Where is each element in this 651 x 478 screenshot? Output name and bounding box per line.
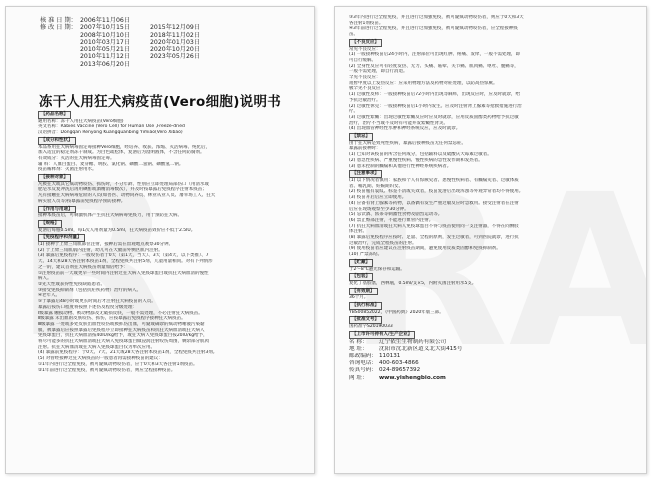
section-header: 【不良反应】	[349, 39, 382, 47]
section-line: ③接受免疫抑制剂（包括抗疟疾药物）治疗的病人。	[38, 287, 142, 293]
section-line: 国药准字S20190033	[349, 324, 393, 330]
company-row	[349, 360, 635, 367]
section-line: 汉语拼音：Dongqan Renyong Kuangquanbing Yimiao(Vero Xibao)	[38, 130, 183, 136]
company-row	[349, 346, 635, 353]
section-line: YBS00852022，《中国药典》2020年版三部。	[349, 309, 444, 315]
section-line: 疗。	[349, 109, 358, 115]
section-line: (2) 疫苗瓶有裂纹、标签不清或失效者，疫苗复溶后出现浑浊等外观异常者均不得使用。	[349, 189, 524, 195]
section-line: (5) 对曾经接种过狂犬病疫苗的一般患者再需接种疫苗的建议：	[38, 356, 163, 362]
section-header: 【执行标准】	[349, 302, 382, 310]
section-line: (1) 一般接种疫苗后24小时内，注射部位可出现红肿、疼痛、发痒，一般不需处理，即	[349, 52, 521, 58]
section-header: 【上市许可持有人/生产企业】	[349, 331, 415, 339]
section-line: (3) 患未控制的癫痫和其他进行性神经系统疾病者。	[349, 163, 452, 169]
section-line: (4) 暴露前免疫程序：于0天、7天、21天或28天各注射本疫苗1剂，全程免疫共注射3剂。	[38, 350, 218, 356]
date-value: 2018年11月02日	[150, 31, 201, 39]
company-label: 邮政编码：	[349, 352, 377, 359]
section-line: (3) 暴露后免疫程序：一般咬伤者于0天（第1天，当天）、3天（第4天，以下类推）、7	[38, 253, 209, 259]
section-line: 过敏治疗，完成全程疫苗的注射。	[349, 240, 417, 246]
section-header: 【禁忌】	[349, 133, 373, 141]
section-line: 暴露前接种时：	[349, 146, 381, 152]
section-line: 短暂中度以上发热反应：应采用物理方法及药物对症处理，以防高热惊厥。	[349, 80, 498, 86]
section-line: 复化丁基胶塞，西林瓶，0.5ml/支×5，内附灭菌注射用水5支。	[349, 280, 477, 286]
company-row	[349, 339, 635, 346]
left-page	[5, 6, 315, 474]
section-line: 通用名称：冻干人用狂犬病疫苗(Vero细胞)	[38, 118, 124, 124]
section-header: 【接种对象】	[38, 174, 71, 182]
section-line: ②先天性或获得性免疫缺陷患者。	[38, 281, 106, 287]
section-line: 英文名称：Rabies Vaccine (Vero Cell) for Human Use ,Freeze-dried	[38, 124, 185, 130]
section-header: 【作用与用途】	[38, 206, 76, 214]
company-value: 024-89657392	[379, 367, 421, 374]
section-line: (2) 全身性反应可有轻度发热、无力、头痛、眩晕、关节痛、肌肉痛、呕吐、腹痛等，	[349, 63, 519, 69]
section-line: 极罕见不良反应：	[349, 86, 385, 92]
section-line: ④老年人。	[38, 293, 61, 299]
section-line: 36个月。	[349, 295, 369, 301]
section-line: 凡有接触狂犬病病毒危险的人员(如兽医、动物饲养员、林业从业人员、屠宰场工人、狂犬	[38, 193, 216, 199]
company-value: www.yishengbio.com	[379, 374, 446, 381]
section-line: (4) 应备有肾上腺素等药物，以备偶有发生严重过敏反应时急救用。接受注射者在注射	[349, 200, 519, 206]
section-line: 各注射1剂疫苗。	[349, 20, 384, 26]
section-header: 【包装】	[349, 273, 373, 281]
section-line: 予抗过敏治疗。	[349, 97, 381, 103]
right-sections	[349, 15, 635, 339]
section-line: 于2～8℃避光保存和运输。	[349, 266, 405, 272]
company-label: 名 称：	[349, 338, 368, 345]
section-line: (2) 过敏性休克：一般接种疫苗后1小时内发生。应及时注射肾上腺素等抢救措施进行治	[349, 103, 522, 109]
section-header: 【注意事项】	[349, 170, 382, 178]
section-header: 【药品名称】	[38, 111, 71, 119]
section-line: 病实验人员等)按暴露前免疫程序预防接种。	[38, 198, 126, 204]
section-header: 【有效期】	[349, 288, 378, 296]
section-line: 加入适宜的稳定剂冻干制成。为白色疏松体，复溶后为澄明液体，不含任何防腐剂。	[38, 150, 205, 156]
date-value: 2010年03月17日	[80, 38, 131, 46]
section-line: 一般不需处理，即自行消退。	[349, 69, 408, 75]
section-line: (9) 使用疫苗者应建议在注射疫苗期间，避免使用皮质类固醇和免疫抑制剂。	[349, 246, 501, 252]
section-line: 将尽可能多的抗狂犬病血清或狂犬病人免疫球蛋白做浸润注射咬伤周围，剩余部分肌肉	[38, 339, 209, 345]
section-line: (2) 于上臂三角肌肌内注射，幼儿可在大腿前外侧区肌内注射。	[38, 247, 163, 253]
section-line: 凡被狂犬或其它疯动物咬伤、抓伤时，不分年龄、性别应立即处理局部伤口（用清水或	[38, 181, 209, 187]
date-row	[40, 24, 220, 31]
company-value: 辽宁依生生物制药有限公司	[379, 338, 447, 345]
date-value: 2007年10月15日	[80, 24, 131, 32]
section-line: Ⅱ级暴露 未出血的皮肤咬伤、抓伤，应按暴露后免疫程序接种狂犬病疫苗。	[38, 316, 186, 322]
section-line: 膜，被暴露后应按照暴露后免疫程序立即接种狂犬病疫苗和抗狂犬病血清或狂犬病人	[38, 327, 205, 333]
section-line: (1) 过敏性皮疹：一般接种疫苗后72小时内出现荨麻疹，出现反应时，应及时就诊，给	[349, 92, 521, 98]
company-row	[349, 353, 635, 360]
section-line: (4) 出现血管神经性水肿和神经系统反应，应及时就诊。	[349, 126, 461, 132]
section-line: 可自行缓解。	[349, 57, 376, 63]
company-label: 传真号码：	[349, 367, 377, 374]
section-header: 【贮藏】	[349, 259, 373, 267]
date-label	[40, 61, 80, 68]
section-line: (7) 抗狂犬病血清或狂犬病人免疫球蛋白不得与疫苗使用同一支注射器，不得在同侧肢	[349, 223, 519, 229]
section-line: 肥皂水反复冲洗后再用碘酊或酒精消毒数次），并及时按暴露后免疫程序注射本疫苗；	[38, 187, 207, 193]
section-line: 复溶后每瓶0.5ml，每1次人用剂量为0.5ml，狂犬病疫苗效价应不低于2.5IU。	[38, 227, 196, 233]
section-line: Ⅰ级暴露 触摸动物、被动物舔及无破损皮肤，一般不需处理，不必注射狂犬病疫苗。	[38, 310, 203, 316]
date-row	[40, 53, 220, 60]
section-line: 常见不良反应：	[349, 46, 381, 52]
section-line: (1) 以下情况者慎用：家族和个人有惊厥史者、患慢性疾病者、有癫痫史者、过敏体质	[349, 177, 519, 183]
date-label	[40, 39, 80, 46]
section-line: 之一的，建议首剂狂犬病疫苗剂量加倍给予：	[38, 264, 128, 270]
company-value: 400-603-4866	[379, 360, 419, 367]
section-line: 注射。抗狂犬病血清或狂犬病人免疫球蛋白仅为单次应用。	[38, 344, 155, 350]
company-label: 网 址：	[349, 374, 368, 381]
date-label: 修 改 日 期：	[40, 24, 77, 32]
section-line: (3) 过敏性紫癜：出现过敏性紫癜反应时应及时就诊，应用皮质固醇类药物给予抗过敏	[349, 114, 519, 120]
section-line: (1) 已知对该疫苗的所含任何成分，包括辅料以及硫酸庆大霉素过敏者。	[349, 152, 492, 158]
section-line: 本品系用狂犬病病毒固定毒接种Vero细胞，经培养、收获、浓缩、灭活病毒、纯化后，	[38, 144, 210, 150]
section-line: 罕见不良反应：	[349, 75, 381, 81]
date-label: 核 准 日 期：	[40, 17, 77, 24]
date-value: 2010年05月21日	[80, 46, 131, 54]
date-value: 2013年06月20日	[80, 60, 131, 68]
section-line: (5) 忌饮酒、浓茶等刺激性食物及剧烈运动等。	[349, 212, 443, 218]
section-line: 由于狂犬病是致死性疾病，暴露后接种疫苗无任何禁忌症。	[349, 140, 466, 146]
company-row	[349, 375, 635, 382]
section-line: 苗。	[349, 32, 358, 38]
document-title: 冻干人用狂犬病疫苗(Vero细胞)说明书	[38, 94, 282, 110]
company-label: 咨询电话：	[349, 360, 377, 367]
right-body	[349, 15, 635, 382]
section-line: (6) 禁止臀部注射，不能进行血管内注射。	[349, 217, 434, 223]
company-value: 110131	[379, 352, 401, 359]
left-body	[38, 110, 300, 373]
section-line: 病人。	[38, 276, 52, 282]
date-value: 2023年05月26日	[150, 53, 201, 61]
date-label	[40, 32, 80, 39]
date-value: 2020年01月03日	[150, 38, 201, 46]
section-line: ②1年前进行过全程免疫，被可疑疯动物咬伤者，则应全程接种疫苗。	[38, 367, 176, 373]
section-line: ④3年前进行过全程免疫，并且进行过加强免疫，被可疑疯动物咬伤者，应全程接种疫	[349, 26, 518, 32]
date-value: 2008年10月10日	[80, 31, 131, 39]
date-label	[40, 46, 80, 53]
section-line: ①1年内进行过全程免疫，被可疑疯动物咬伤者，应于0天和3天各注射1剂疫苗。	[38, 361, 198, 367]
date-value: 2020年10月20日	[150, 46, 201, 54]
section-line: ①注射疫苗前一天或更早一些时间内注射过狂犬病人免疫球蛋白或抗狂犬病血清的慢性	[38, 270, 209, 276]
company-label: 地 址：	[349, 345, 368, 352]
date-row	[40, 61, 220, 68]
date-value: 2015年12月09日	[150, 24, 201, 32]
approval-dates	[40, 17, 220, 68]
date-value	[150, 61, 220, 68]
section-line: 体注射。	[349, 229, 367, 235]
company-info	[349, 339, 635, 382]
section-header: 【成分和性状】	[38, 137, 76, 145]
section-header: 【规格】	[38, 220, 62, 228]
section-line: 疫苗稀释剂：灭菌注射用水。	[38, 167, 97, 173]
section-line: 辅 料：人血白蛋白、麦芽糖、明胶、氯化钠、磷酸二氢钠、磷酸氢二钠。	[38, 161, 184, 167]
section-line: ③3年内进行过全程免疫，并且进行过加强免疫，被可疑疯动物咬伤者，则应于0天和3天	[349, 15, 524, 20]
section-line: ⑤于暴露后48小时或更长时间后才注射狂犬病疫苗的人员。	[38, 299, 156, 305]
section-line: 后应在现场观察至少30分钟。	[349, 206, 409, 212]
section-line: 治疗，治疗不当或不及时有可能并发紫癜性肾炎。	[349, 120, 448, 126]
section-line: (3) 疫苗开启后应立即使用。	[349, 195, 407, 201]
company-row	[349, 367, 635, 374]
section-line: (1) 接种于上臂三角肌部位注射，接种后需在留观地点观察30分钟。	[38, 242, 174, 248]
date-label	[40, 53, 80, 60]
section-header: 【批准文号】	[349, 316, 382, 324]
section-line: 暴露后按伤口程度将按照下述伤及程度分级处理：	[38, 304, 137, 310]
section-line: 接种本疫苗后，可刺激机体产生抗狂犬病病毒免疫力，用于预防狂犬病。	[38, 213, 182, 219]
section-line: (2) 患急性疾病、严重慢性疾病、慢性疾病的急性发作期和发热者。	[349, 157, 483, 163]
section-line: 有效成分：灭活的狂犬病病毒固定毒。	[38, 155, 115, 161]
section-line: (10) 严禁冻结。	[349, 252, 383, 258]
company-value: 沈阳市沈北新区道义北大街415号	[379, 345, 463, 352]
section-header: 【免疫程序和剂量】	[38, 234, 85, 242]
right-page	[334, 6, 647, 474]
section-line: 者、哺乳期、妊娠期妇女。	[349, 183, 403, 189]
section-line: (8) 暴露后免疫程序应按时、足量、全程的原则，发生过敏者，可到医院就诊，进行抗	[349, 235, 519, 241]
date-value: 2010年11月12日	[80, 53, 131, 61]
section-line: Ⅲ级暴露 一处或多处皮肤出血性咬伤或被抓伤出血，可疑或确诊的疯动物唾液污染黏	[38, 321, 205, 327]
section-line: 天、14天和28天各注射本疫苗1剂，全程免疫共注射5剂，儿童用量相同。对有下列情形	[38, 259, 213, 265]
date-value: 2006年11月06日	[80, 17, 131, 24]
section-line: 免疫球蛋白，抗狂犬病血清按40IU/kg给予，或狂犬病人免疫球蛋白按20IU/kg给予，	[38, 333, 208, 339]
date-row	[40, 32, 220, 39]
